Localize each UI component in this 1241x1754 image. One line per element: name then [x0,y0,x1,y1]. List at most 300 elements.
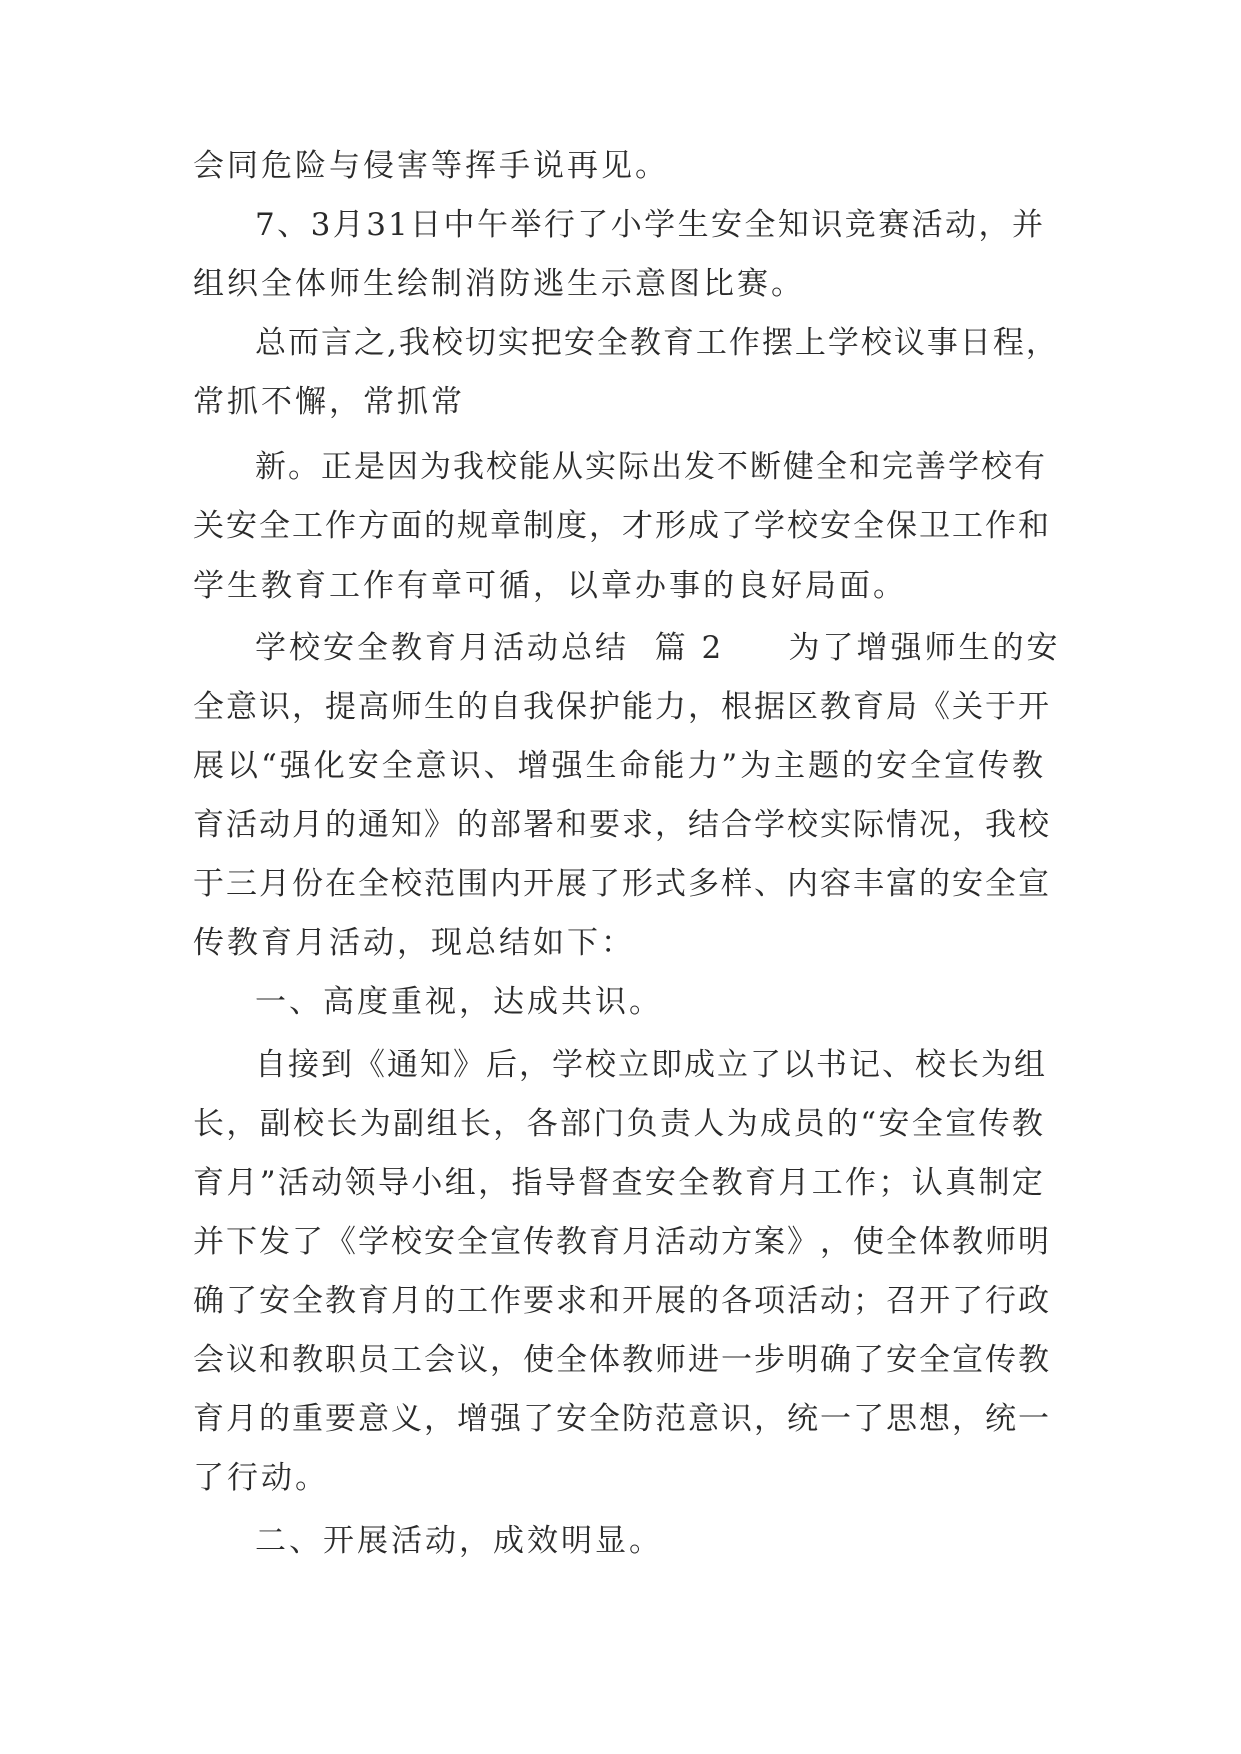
glyph: 切 [464,325,498,361]
glyph: ， [478,1165,512,1201]
text-line-19 [193,1222,1051,1262]
glyph: 宣 [944,748,977,784]
glyph: 会 [424,1342,457,1378]
glyph: 安 [952,866,985,902]
glyph: 要 [589,807,622,843]
glyph: 育 [589,1224,622,1260]
glyph: 、 [483,748,517,784]
glyph: 教 [556,1224,589,1260]
glyph: 全 [816,449,849,485]
glyph: 安 [886,1342,919,1378]
text-line-1: 会同危险与侵害等挥手说再见。 [193,148,669,184]
glyph: 日 [959,325,993,361]
glyph: 午 [476,207,510,243]
glyph: 于 [985,689,1018,725]
glyph: 了 [952,1283,985,1319]
glyph: 义 [391,1401,424,1437]
glyph: 全 [919,1342,952,1378]
glyph: 知 [777,207,811,243]
text-line-18 [193,1163,1045,1203]
glyph: ， [226,1106,260,1142]
glyph: 方 [358,508,391,544]
glyph: 制 [523,508,556,544]
glyph: 卫 [919,508,952,544]
glyph: 动 [311,1165,345,1201]
glyph: 容 [820,866,853,902]
glyph: 以 [226,748,260,784]
glyph: 即 [651,1047,684,1083]
glyph: 校 [787,807,820,843]
glyph: 教 [711,1165,745,1201]
glyph: 生 [424,689,457,725]
glyph: 要 [523,1283,556,1319]
glyph: 通 [387,1047,420,1083]
text-line-14: 传教育月活动，现总结如下： [193,925,635,961]
glyph: 职 [325,1342,358,1378]
text-line-17 [193,1104,1045,1144]
glyph: 全 [381,748,415,784]
glyph: 的 [325,807,358,843]
glyph: 月 [226,1401,259,1437]
glyph: ” [259,1165,278,1201]
glyph: 政 [1018,1283,1051,1319]
glyph: 教 [1018,1342,1051,1378]
glyph: 统 [787,1401,820,1437]
glyph: 、 [754,866,787,902]
glyph: 赛 [878,207,912,243]
glyph: 全 [292,1283,325,1319]
glyph: 行 [985,1283,1018,1319]
glyph: 成 [684,1047,717,1083]
glyph: 署 [523,807,556,843]
glyph: 并 [1011,207,1045,243]
glyph: 摆 [761,325,795,361]
glyph: 教 [629,325,663,361]
glyph: 统 [985,1401,1018,1437]
glyph: 作 [728,325,762,361]
glyph: 意 [415,748,449,784]
glyph: 指 [511,1165,545,1201]
glyph: 的 [424,1283,457,1319]
glyph: 成 [760,1106,794,1142]
glyph: 了 [226,1283,259,1319]
glyph: 领 [344,1165,378,1201]
glyph: 保 [556,689,589,725]
glyph: 一 [820,1401,853,1437]
text-line-7 [193,506,1051,546]
glyph: 意 [688,1401,721,1437]
glyph: 明 [1018,1224,1051,1260]
glyph: 安 [820,508,853,544]
glyph: 我 [985,807,1018,843]
text-line-16 [255,1045,1045,1085]
glyph: 行 [543,207,577,243]
glyph: 宣 [490,1224,523,1260]
glyph: 开 [1018,689,1051,725]
glyph: 校 [431,325,465,361]
glyph: 规 [457,508,490,544]
glyph: 工 [952,508,985,544]
glyph: 意 [226,689,259,725]
glyph: 自 [490,689,523,725]
glyph: 丰 [853,866,886,902]
glyph: 体 [919,1224,952,1260]
text-line-12 [193,805,1051,845]
glyph: ， [519,1047,552,1083]
glyph: 全 [193,689,226,725]
glyph: 主 [774,748,808,784]
glyph: 全 [853,508,886,544]
text-line-13 [193,864,1051,904]
glyph: 全 [911,1106,945,1142]
glyph: 和 [556,807,589,843]
glyph: 记 [849,1047,882,1083]
glyph: 识 [811,207,845,243]
glyph: 、 [882,1047,915,1083]
glyph: 力 [687,748,721,784]
glyph: 局 [886,689,919,725]
glyph: 部 [490,807,523,843]
glyph: 了 [292,1224,325,1260]
glyph: 总 [255,325,288,361]
glyph: 动 [259,807,292,843]
glyph: 展 [655,1283,688,1319]
glyph: 开 [622,1283,655,1319]
glyph: 能 [622,689,655,725]
glyph: 中 [443,207,477,243]
glyph: 学 [754,807,787,843]
glyph: 安 [644,1165,678,1201]
glyph: 员 [358,1342,391,1378]
glyph: 长 [193,1106,226,1142]
glyph: 使 [853,1224,886,1260]
glyph: 校 [915,1047,948,1083]
glyph: ， [589,508,622,544]
glyph: 是 [354,449,387,485]
glyph: 传 [985,1342,1018,1378]
glyph: 安 [556,1401,589,1437]
glyph: 识 [721,1401,754,1437]
glyph: 增 [457,1401,490,1437]
glyph: 导 [378,1165,412,1201]
glyph: 制 [978,1165,1012,1201]
glyph: 出 [651,449,684,485]
text-line-2 [255,205,1045,245]
glyph: 召 [886,1283,919,1319]
glyph: ； [878,1165,912,1201]
glyph: 和 [849,449,882,485]
glyph: 实 [820,807,853,843]
glyph: 作 [325,508,358,544]
glyph: 了 [721,508,754,544]
glyph: 校 [860,325,894,361]
glyph: 富 [886,866,919,902]
glyph: 和 [1018,508,1051,544]
glyph: 全 [910,748,944,784]
glyph: 程 [992,325,1026,361]
glyph: 议 [893,325,927,361]
glyph: 部 [559,1106,593,1142]
glyph: 因 [387,449,420,485]
glyph: 使 [523,1342,556,1378]
glyph: 举 [510,207,544,243]
glyph: 工 [811,1165,845,1201]
glyph: 校 [981,449,1014,485]
glyph: 》 [787,1224,820,1260]
glyph: 宣 [952,1342,985,1378]
glyph: 样 [721,866,754,902]
glyph: 安 [424,1224,457,1260]
glyph: 形 [655,508,688,544]
glyph: 而 [288,325,321,361]
glyph: 新 [255,449,288,485]
glyph: 31 [366,207,410,243]
glyph: 围 [457,866,490,902]
glyph: 《 [325,1224,358,1260]
glyph: 育 [193,1165,226,1201]
glyph: 份 [292,866,325,902]
glyph: 的 [919,866,952,902]
glyph: 发 [259,1224,292,1260]
glyph: 的 [842,748,876,784]
glyph: 我 [398,325,432,361]
glyph: 面 [391,508,424,544]
glyph: 动 [688,1224,721,1260]
glyph: 章 [490,508,523,544]
glyph: 安 [876,748,910,784]
glyph: 范 [655,1401,688,1437]
glyph: 一 [1018,1401,1051,1437]
glyph: 立 [717,1047,750,1083]
glyph: 事 [926,325,960,361]
glyph: 题 [808,748,842,784]
glyph: 全 [457,1224,490,1260]
glyph: 育 [662,325,696,361]
glyph: 全 [556,1342,589,1378]
glyph: 关 [193,508,226,544]
glyph: 3 [310,207,333,243]
glyph: 小 [411,1165,445,1201]
glyph: 》 [424,807,457,843]
glyph: 7 [255,207,277,243]
glyph: 展 [193,748,226,784]
glyph: 月 [391,1283,424,1319]
glyph: 工 [695,325,729,361]
glyph: 的 [457,807,490,843]
glyph: 的 [688,1283,721,1319]
glyph: ； [853,1283,886,1319]
glyph: 情 [886,807,919,843]
glyph: 和 [589,1283,622,1319]
glyph: 师 [985,1224,1018,1260]
glyph: 成 [688,508,721,544]
glyph: 了 [750,1047,783,1083]
glyph: 学 [948,449,981,485]
glyph: 思 [886,1401,919,1437]
glyph: 校 [391,866,424,902]
glyph: 月 [332,207,366,243]
glyph: ， [820,1224,853,1260]
glyph: 工 [457,1283,490,1319]
glyph: 导 [544,1165,578,1201]
glyph: 了 [577,207,611,243]
glyph: 项 [754,1283,787,1319]
glyph: ， [424,1401,457,1437]
glyph: 的 [826,1106,860,1142]
glyph: 月 [292,807,325,843]
glyph: 会 [193,1342,226,1378]
glyph: 、 [277,207,311,243]
glyph: “ [860,1106,879,1142]
glyph: 体 [589,1342,622,1378]
glyph: 完 [882,449,915,485]
glyph: 识 [449,748,483,784]
glyph: “ [260,748,279,784]
glyph: 据 [754,689,787,725]
glyph: 议 [226,1342,259,1378]
glyph: 我 [523,689,556,725]
glyph: 意 [358,1401,391,1437]
glyph: 作 [845,1165,879,1201]
glyph: 防 [622,1401,655,1437]
glyph: 一 [721,1342,754,1378]
glyph: 师 [655,1342,688,1378]
glyph: 了 [589,866,622,902]
glyph: 际 [853,807,886,843]
glyph: 长 [459,1106,493,1142]
glyph: 进 [688,1342,721,1378]
glyph: 人 [693,1106,727,1142]
glyph: 了 [853,1401,886,1437]
glyph: 组 [444,1165,478,1201]
text-line-20 [193,1281,1051,1321]
glyph: 全 [358,866,391,902]
glyph: 学 [827,325,861,361]
glyph: 为 [981,1047,1014,1083]
glyph: 我 [453,449,486,485]
glyph: 自 [255,1047,288,1083]
text-line-10 [193,687,1051,727]
glyph: 立 [618,1047,651,1083]
glyph: 。 [288,449,321,485]
glyph: 安 [711,207,745,243]
glyph: 断 [750,449,783,485]
glyph: ” [721,748,740,784]
glyph: 校 [293,1106,327,1142]
glyph: 学 [358,1224,391,1260]
glyph: 形 [622,866,655,902]
glyph: 通 [358,807,391,843]
glyph: 展 [556,866,589,902]
glyph: 活 [277,1165,311,1201]
glyph: 定 [1011,1165,1045,1201]
glyph: 育 [744,1165,778,1201]
glyph: 接 [288,1047,321,1083]
glyph: 了 [853,1342,886,1378]
glyph: 能 [519,449,552,485]
glyph: 生 [585,748,619,784]
glyph: 书 [816,1047,849,1083]
glyph: 知 [391,807,424,843]
glyph: 作 [985,508,1018,544]
glyph: 活 [226,807,259,843]
glyph: 教 [292,1342,325,1378]
text-line-9: 学校安全教育月活动总结 篇 2 为了增强师生的安 [255,630,1061,666]
text-line-21 [193,1340,1051,1380]
glyph: 内 [490,866,523,902]
glyph: 实 [585,449,618,485]
glyph: 强 [490,1401,523,1437]
glyph: 内 [787,866,820,902]
glyph: 竞 [844,207,878,243]
glyph: 于 [193,866,226,902]
glyph: 全 [744,207,778,243]
glyph: 安 [259,1283,292,1319]
glyph: 真 [945,1165,979,1201]
glyph: 日 [410,207,444,243]
glyph: ， [655,807,688,843]
glyph: 强 [551,748,585,784]
glyph: 宣 [1018,866,1051,902]
glyph: 要 [325,1401,358,1437]
section-heading-2: 二、开展活动，成效明显。 [255,1523,663,1559]
glyph: 并 [193,1224,226,1260]
glyph: 强 [279,748,313,784]
glyph: 副 [259,1106,293,1142]
glyph: 到 [321,1047,354,1083]
glyph: 学 [754,508,787,544]
glyph: 月 [226,1165,260,1201]
glyph: 动 [945,207,979,243]
glyph: ， [978,207,1012,243]
glyph: 长 [326,1106,360,1142]
text-line-5: 常抓不懈，常抓常 [193,384,465,420]
glyph: 命 [619,748,653,784]
glyph: 各 [526,1106,560,1142]
glyph: 了 [523,1401,556,1437]
glyph: ， [292,689,325,725]
glyph: 言 [321,325,354,361]
glyph: 月 [259,866,292,902]
glyph: 学 [552,1047,585,1083]
text-line-11 [193,746,1045,786]
glyph: ， [688,689,721,725]
glyph: 组 [426,1106,460,1142]
glyph: 全 [596,325,630,361]
glyph: , [387,325,399,361]
glyph: 育 [193,807,226,843]
glyph: ， [754,1401,787,1437]
glyph: 把 [530,325,564,361]
glyph: 教 [325,1283,358,1319]
glyph: 全 [985,866,1018,902]
glyph: 育 [193,1401,226,1437]
glyph: 负 [626,1106,660,1142]
glyph: 步 [754,1342,787,1378]
glyph: 传 [977,748,1011,784]
glyph: 化 [313,748,347,784]
glyph: 善 [915,449,948,485]
glyph: 组 [1014,1047,1047,1083]
glyph: 式 [655,866,688,902]
glyph: 全 [589,1401,622,1437]
glyph: 为 [726,1106,760,1142]
glyph: 开 [523,866,556,902]
glyph: 校 [787,508,820,544]
glyph: 责 [660,1106,694,1142]
glyph: 师 [391,689,424,725]
glyph: 根 [721,689,754,725]
